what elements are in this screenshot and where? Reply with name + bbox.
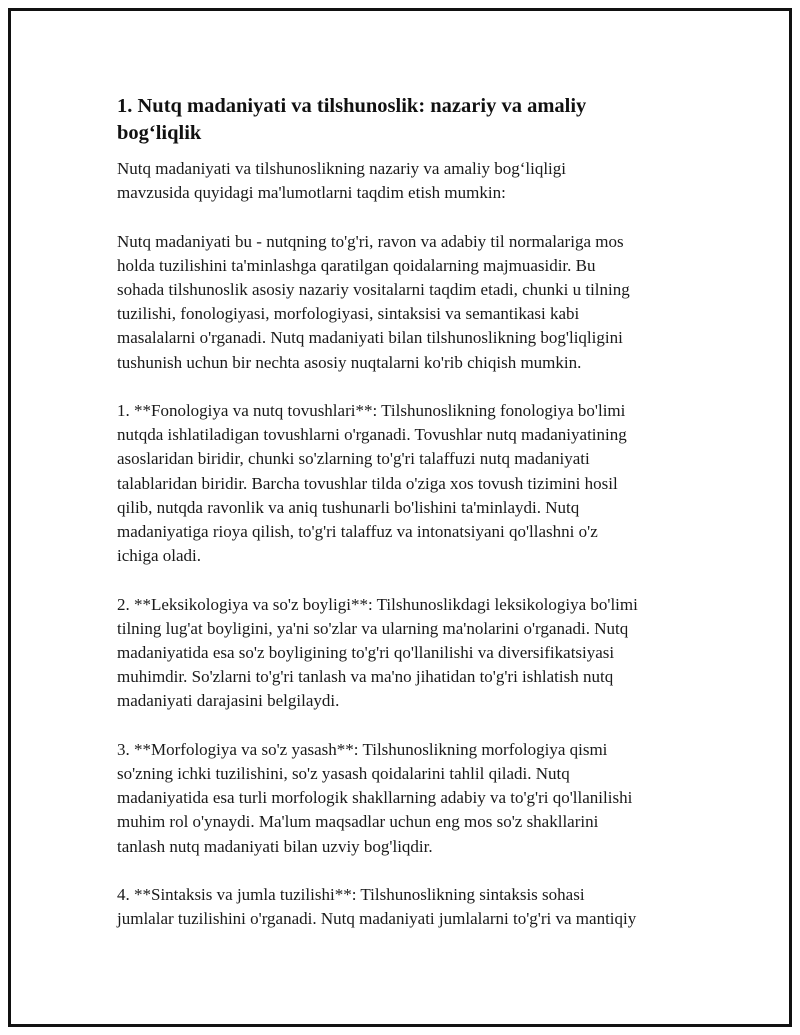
list-item-sintaksis bbox=[117, 883, 687, 931]
text-line: jumlalar tuzilishini o'rganadi. Nutq madaniyati jumlalarni to'g'ri va mantiqiy bbox=[117, 909, 637, 929]
text-line: Nutq madaniyati va tilshunoslikning nazariy va amaliy bog‘liqligi bbox=[117, 159, 566, 178]
text-line: tilning lug'at boyligini, ya'ni so'zlar va ularning ma'nolarini o'rganadi. Nutq bbox=[117, 618, 629, 638]
intro-paragraph bbox=[117, 157, 687, 205]
list-item-leksikologiya bbox=[117, 593, 687, 714]
heading-line: 1. Nutq madaniyati va tilshunoslik: nazariy va amaliy bbox=[117, 95, 587, 117]
text-line: holda tuzilishini ta'minlashga qaratilgan qoidalarning majmuasidir. Bu bbox=[117, 255, 596, 275]
text-line: talablaridan biridir. Barcha tovushlar tilda o'ziga xos tovush tizimini hosil bbox=[117, 473, 618, 493]
text-line: madaniyatiga rioya qilish, to'g'ri talaffuz va intonatsiyani qo'llashni o'z bbox=[117, 522, 598, 542]
text-line: madaniyatida esa turli morfologik shakllarning adabiy va to'g'ri qo'llanilishi bbox=[117, 788, 633, 808]
text-line: tushunish uchun bir nechta asosiy nuqtalarni ko'rib chiqish mumkin. bbox=[117, 352, 582, 372]
text-line: 1. **Fonologiya va nutq tovushlari**: Tilshunoslikning fonologiya bo'limi bbox=[117, 401, 626, 420]
text-line: qilib, nutqda ravonlik va aniq tushunarli bo'lishini ta'minlaydi. Nutq bbox=[117, 497, 580, 517]
text-line: muhim rol o'ynaydi. Ma'lum maqsadlar uchun eng mos so'z shakllarini bbox=[117, 812, 599, 832]
document-content bbox=[117, 93, 687, 956]
text-line: nutqda ishlatiladigan tovushlarni o'rganadi. Tovushlar nutq madaniyatining bbox=[117, 425, 627, 445]
text-line: tuzilishi, fonologiyasi, morfologiyasi, sintaksisi va semantikasi kabi bbox=[117, 304, 580, 324]
section-heading bbox=[117, 93, 687, 147]
document-page bbox=[8, 8, 792, 1027]
text-line: mavzusida quyidagi ma'lumotlarni taqdim etish mumkin: bbox=[117, 183, 506, 203]
text-line: madaniyatida esa so'z boyligining to'g'ri qo'llanilishi va diversifikatsiyasi bbox=[117, 643, 615, 663]
text-line: ichiga oladi. bbox=[117, 546, 202, 566]
text-line: tanlash nutq madaniyati bilan uzviy bog'liqdir. bbox=[117, 836, 433, 856]
text-line: 4. **Sintaksis va jumla tuzilishi**: Tilshunoslikning sintaksis sohasi bbox=[117, 885, 585, 905]
text-line: 3. **Morfologiya va so'z yasash**: Tilshunoslikning morfologiya qismi bbox=[117, 739, 608, 759]
text-line: sohada tilshunoslik asosiy nazariy vositalarni taqdim etadi, chunki u tilning bbox=[117, 280, 630, 299]
text-line: Nutq madaniyati bu - nutqning to'g'ri, ravon va adabiy til normalariga mos bbox=[117, 231, 624, 251]
text-line: 2. **Leksikologiya va so'z boyligi**: Tilshunoslikdagi leksikologiya bo'limi bbox=[117, 594, 638, 614]
text-line: so'zning ichki tuzilishini, so'z yasash qoidalarini tahlil qiladi. Nutq bbox=[117, 764, 570, 784]
definition-paragraph bbox=[117, 230, 687, 375]
text-line: masalalarni o'rganadi. Nutq madaniyati bilan tilshunoslikning bog'liqligini bbox=[117, 328, 623, 348]
list-item-fonologiya bbox=[117, 399, 687, 568]
text-line: madaniyati darajasini belgilaydi. bbox=[117, 691, 340, 711]
text-line: asoslaridan biridir, chunki so'zlarning to'g'ri talaffuzi nutq madaniyati bbox=[117, 449, 590, 469]
text-line: muhimdir. So'zlarni to'g'ri tanlash va ma'no jihatidan to'g'ri ishlatish nutq bbox=[117, 667, 614, 687]
list-item-morfologiya bbox=[117, 738, 687, 859]
heading-line: bog‘liqlik bbox=[117, 122, 202, 144]
